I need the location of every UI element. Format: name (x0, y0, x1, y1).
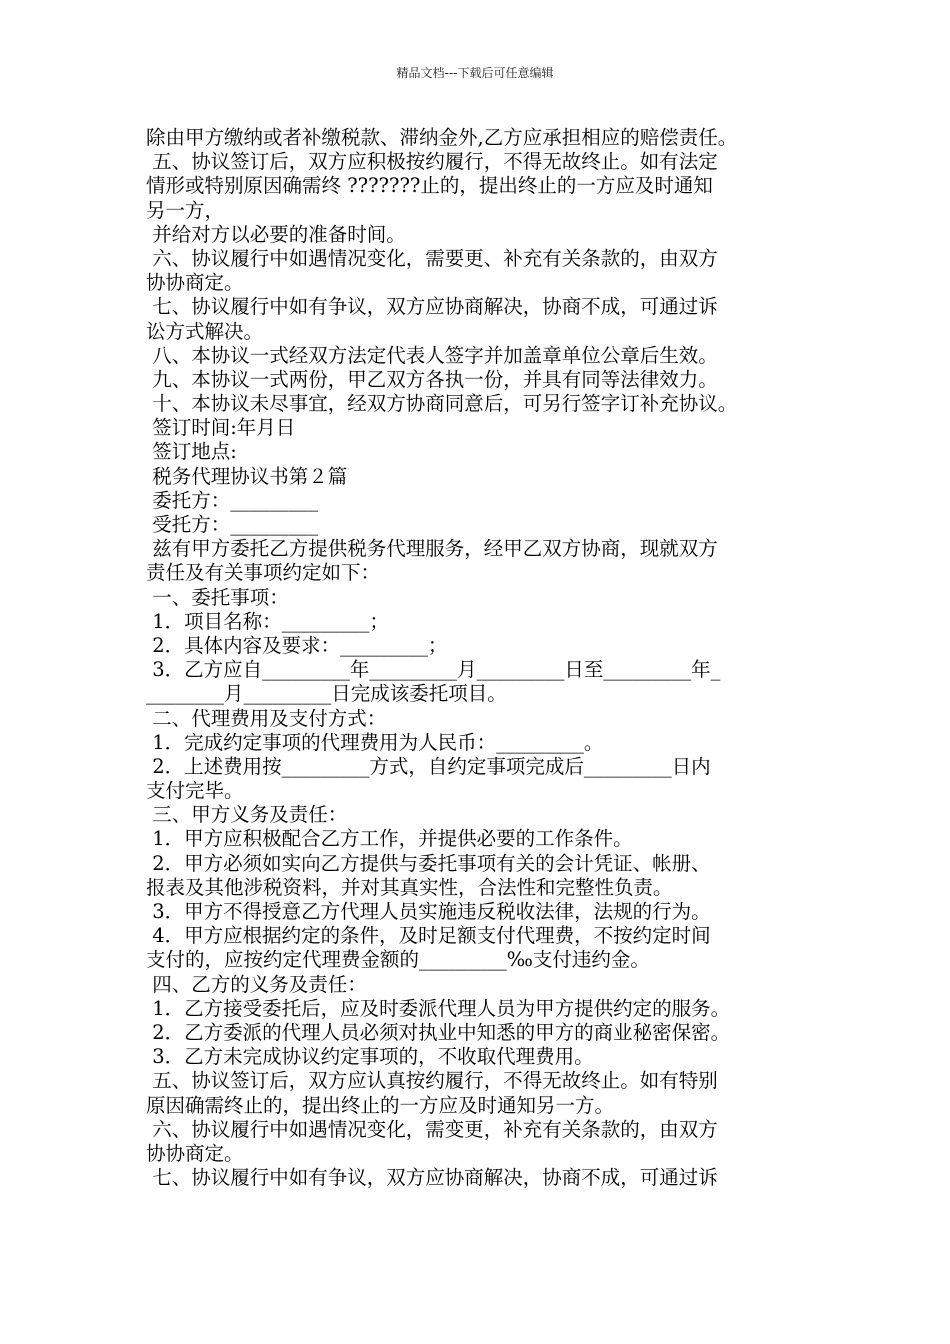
text-line: 1．完成约定事项的代理费用为人民币：_________。 (146, 730, 604, 754)
text-line: 并给对方以必要的准备时间。 (146, 222, 406, 246)
text-line: 六、协议履行中如遇情况变化，需变更，补充有关条款的，由双方 (146, 1117, 718, 1141)
page-header: 精品文档---下载后可任意编辑 (396, 66, 554, 80)
text-line: 讼方式解决。 (146, 319, 264, 343)
text-line: 情形或特别原因确需终 ???????止的，提出终止的一方应及时通知 (146, 174, 713, 198)
text-line: 一、委托事项： (146, 585, 289, 609)
text-line: 签订地点: (146, 440, 237, 464)
section-title: 税务代理协议书第２篇 (146, 464, 348, 488)
text-line: 四、乙方的义务及责任： (146, 972, 367, 996)
text-line: 3．甲方不得授意乙方代理人员实施违反税收法律，法规的行为。 (146, 900, 711, 923)
text-line: 2．甲方必须如实向乙方提供与委托事项有关的会计凭证、帐册、 (146, 851, 711, 875)
text-line: 责任及有关事项约定如下： (146, 561, 381, 585)
text-line: 六、协议履行中如遇情况变化，需要更、补充有关条款的，由双方 (146, 246, 718, 270)
text-line: 十、本协议未尽事宜，经双方协商同意后，可另行签字订补充协议。 (146, 392, 738, 416)
text-line: 八、本协议一式经双方法定代表人签字并加盖章单位公章后生效。 (146, 343, 718, 367)
text-line: 二、代理费用及支付方式： (146, 706, 387, 730)
document-body (146, 126, 816, 1190)
text-line: 2．具体内容及要求：_________； (146, 633, 448, 657)
text-line: 3．乙方应自_________年_________月_________日至_________年_ (146, 658, 721, 682)
text-line: ________月_________日完成该委托项目。 (146, 682, 507, 706)
text-line: 五、协议签订后，双方应积极按约履行，不得无故终止。如有法定 (146, 150, 718, 174)
text-line: 委托方：_________ (146, 488, 318, 512)
text-line: 支付完毕。 (146, 779, 244, 803)
text-line: 支付的，应按约定代理费金额的_________‰支付违约金。 (146, 948, 650, 972)
text-line: 九、本协议一式两份，甲乙双方各执一份，并具有同等法律效力。 (146, 367, 718, 391)
text-line: 五、协议签订后，双方应认真按约履行，不得无故终止。如有特别 (146, 1069, 718, 1093)
text-line: 另一方， (146, 198, 225, 222)
text-line: 1．项目名称：_________； (146, 609, 389, 633)
text-line: 受托方：_________ (146, 513, 318, 536)
text-line: 1．乙方接受委托后，应及时委派代理人员为甲方提供约定的服务。 (146, 996, 731, 1020)
text-line: 三、甲方义务及责任： (146, 803, 348, 827)
text-line: 3．乙方未完成协议约定事项的，不收取代理费用。 (146, 1045, 594, 1069)
text-line: 原因确需终止的，提出终止的一方应及时通知另一方。 (146, 1093, 615, 1117)
text-line: 2．乙方委派的代理人员必须对执业中知悉的甲方的商业秘密保密。 (146, 1020, 731, 1044)
text-line: 除由甲方缴纳或者补缴税款、滞纳金外,乙方应承担相应的赔偿责任。 (146, 126, 738, 149)
text-line: 七、协议履行中如有争议，双方应协商解决，协商不成，可通过诉 (146, 1166, 718, 1190)
text-line: 报表及其他涉税资料，并对其真实性，合法性和完整性负责。 (146, 875, 673, 899)
text-line: 七、协议履行中如有争议，双方应协商解决，协商不成，可通过诉 (146, 295, 718, 319)
text-line: 协协商定。 (146, 271, 244, 295)
text-line: 2．上述费用按_________方式，自约定事项完成后_________日内 (146, 754, 711, 778)
text-line: 4．甲方应根据约定的条件，及时足额支付代理费，不按约定时间 (146, 924, 711, 948)
text-line: 1．甲方应积极配合乙方工作，并提供必要的工作条件。 (146, 827, 633, 851)
text-line: 协协商定。 (146, 1141, 244, 1165)
text-line: 签订时间:年月日 (146, 416, 296, 440)
text-line: 兹有甲方委托乙方提供税务代理服务，经甲乙双方协商，现就双方 (146, 537, 718, 561)
